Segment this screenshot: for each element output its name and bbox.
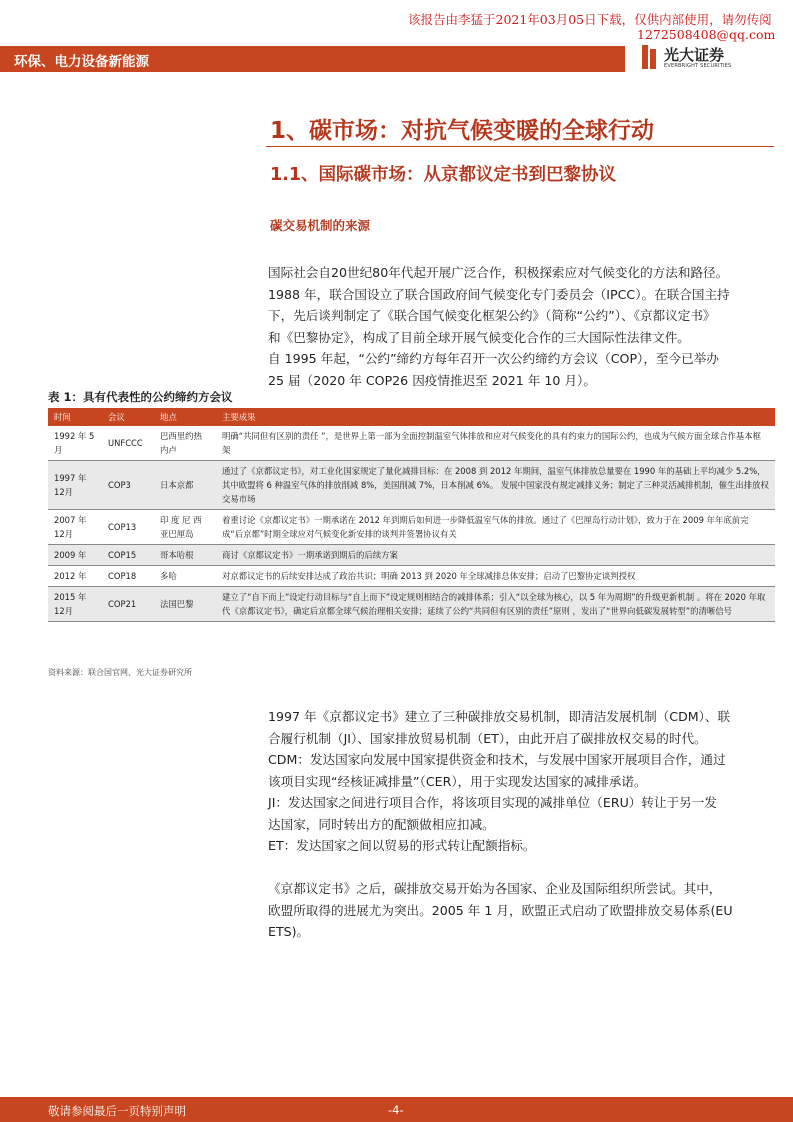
mechanisms-paragraph: [268, 706, 780, 857]
cell-place: 印 度 尼 西 亚巴厘岛: [154, 510, 216, 545]
cell-result: 着重讨论《京都议定书》一期承诺在 2012 年到期后如何进一步降低温室气体的排放。通过了《巴厘岛行动计划》，致力于在 2009 年年底前完成“后京都”时期全球应对气候变化新安排的谈判并签署协议有关: [216, 510, 775, 545]
column-header-time: 时间: [48, 408, 102, 426]
cell-meeting: UNFCCC: [102, 426, 154, 461]
cell-place: 法国巴黎: [154, 587, 216, 622]
closing-paragraph: [268, 878, 780, 943]
intro-paragraph: [268, 262, 780, 391]
cell-place: 巴西里约热内卢: [154, 426, 216, 461]
text-line: ETS)。: [268, 924, 310, 939]
logo-subtitle: EVERBRIGHT SECURITIES: [664, 63, 732, 69]
text-line: JI：发达国家之间进行项目合作，将该项目实现的减排单位（ERU）转让于另一发: [268, 795, 717, 810]
cell-meeting: COP13: [102, 510, 154, 545]
cell-time: 2015 年 12月: [48, 587, 102, 622]
watermark-line-1: 该报告由李猛于2021年03月05日下载，仅供内部使用，请勿传阅: [408, 12, 772, 27]
table-row: [48, 510, 775, 545]
text-line: 自 1995 年起，“公约”缔约方每年召开一次公约缔约方会议（COP），至今已举办: [268, 351, 719, 366]
cell-place: 哥本哈根: [154, 545, 216, 566]
cell-meeting: COP15: [102, 545, 154, 566]
column-header-place: 地点: [154, 408, 216, 426]
heading-3: 碳交易机制的来源: [270, 218, 371, 233]
footer-disclaimer: 敬请参阅最后一页特别声明: [48, 1104, 186, 1118]
table-row: [48, 587, 775, 622]
cell-place: 多哈: [154, 566, 216, 587]
text-line: 25 届（2020 年 COP26 因疫情推迟至 2021 年 10 月）。: [268, 372, 596, 388]
cell-meeting: COP3: [102, 461, 154, 510]
cell-time: 2007 年 12月: [48, 510, 102, 545]
text-line: 该项目实现“经核证减排量”（CER），用于实现发达国家的减排承诺。: [268, 773, 647, 789]
watermark-line-2: 1272508408@qq.com: [637, 27, 776, 42]
table-row: [48, 461, 775, 510]
cell-meeting: COP18: [102, 566, 154, 587]
cell-place: 日本京都: [154, 461, 216, 510]
table-caption: 表 1：具有代表性的公约缔约方会议: [48, 390, 233, 404]
cell-time: 2009 年: [48, 545, 102, 566]
cell-time: 1997 年 12月: [48, 461, 102, 510]
cell-result: 商讨《京都议定书》一期承诺到期后的后续方案: [216, 545, 775, 566]
cell-time: 2012 年: [48, 566, 102, 587]
logo-name: 光大证券: [664, 46, 725, 64]
cell-result: 对京都议定书的后续安排达成了政治共识；明确 2013 到 2020 年全球减排总体安排；启动了巴黎协定谈判授权: [216, 566, 775, 587]
logo-mark-icon: [642, 45, 656, 69]
text-line: ET：发达国家之间以贸易的形式转让配额指标。: [268, 838, 536, 853]
column-header-result: 主要成果: [216, 408, 775, 426]
text-line: 《京都议定书》之后，碳排放交易开始为各国家、企业及国际组织所尝试。其中，: [268, 881, 722, 896]
column-header-meeting: 会议: [102, 408, 154, 426]
cell-time: 1992 年 5月: [48, 426, 102, 461]
section-title: 环保、电力设备新能源: [14, 54, 149, 70]
text-line: 1997 年《京都议定书》建立了三种碳排放交易机制，即清洁发展机制（CDM）、联: [268, 709, 731, 724]
cell-result: 建立了“自下而上”设定行动目标与“自上而下”设定规则相结合的减排体系；引入“以全球为核心，以 5 年为周期”的升级更新机制 。将在 2020 年取代《京都议定书》，确定后京都全球气候治理相关安排；延续了公约“共同但有区别的责任”原则 ，发出了“世界向低碳发展转型”的清晰信号: [216, 587, 775, 622]
text-line: 和《巴黎协定》，构成了目前全球开展气候变化合作的三大国际性法律文件。: [268, 329, 690, 345]
cell-result: 明确“共同但有区别的责任 ”，是世界上第一部为全面控制温室气体排放和应对气候变化的具有约束力的国际公约，也成为气候方面全球合作基本框架: [216, 426, 775, 461]
heading-divider: [266, 146, 774, 147]
text-line: 国际社会自20世纪80年代起开展广泛合作，积极探索应对气候变化的方法和路径。: [268, 265, 729, 280]
company-logo: [642, 44, 772, 72]
heading-2: 1.1、国际碳市场：从京都议定书到巴黎协议: [270, 165, 616, 185]
text-line: 达国家，同时转出方的配额做相应扣减。: [268, 816, 495, 832]
text-line: 合履行机制（JI）、国家排放贸易机制（ET），由此开启了碳排放权交易的时代。: [268, 730, 707, 746]
text-line: 欧盟所取得的进展尤为突出。2005 年 1 月，欧盟正式启动了欧盟排放交易体系(EU: [268, 902, 733, 918]
table-row: [48, 426, 775, 461]
text-line: 1988 年，联合国设立了联合国政府间气候变化专门委员会（IPCC）。在联合国主持: [268, 286, 730, 302]
page-number: -4-: [388, 1103, 404, 1117]
table-row: [48, 545, 775, 566]
table-source: 资料来源：联合国官网、光大证券研究所: [48, 668, 192, 677]
text-line: 下，先后谈判制定了《联合国气候变化框架公约》（简称“公约”）、《京都议定书》: [268, 308, 716, 323]
cell-result: 通过了《京都议定书》，对工业化国家规定了量化减排目标：在 2008 到 2012 年期间，温室气体排放总量要在 1990 年的基础上平均减少 5.2%，其中欧盟将 6 种温室气体的排放削减 8%，美国削减 7%，日本削减 6%。 发展中国家没有规定减排义务；制定了三种灵活减排机制，催生出排放权交易市场: [216, 461, 775, 510]
cell-meeting: COP21: [102, 587, 154, 622]
text-line: CDM：发达国家向发展中国家提供资金和技术，与发展中国家开展项目合作，通过: [268, 752, 726, 767]
table-header-row: [48, 408, 775, 426]
table-row: [48, 566, 775, 587]
cop-meetings-table: [48, 408, 775, 622]
heading-1: 1、碳市场：对抗气候变暖的全球行动: [270, 118, 655, 144]
